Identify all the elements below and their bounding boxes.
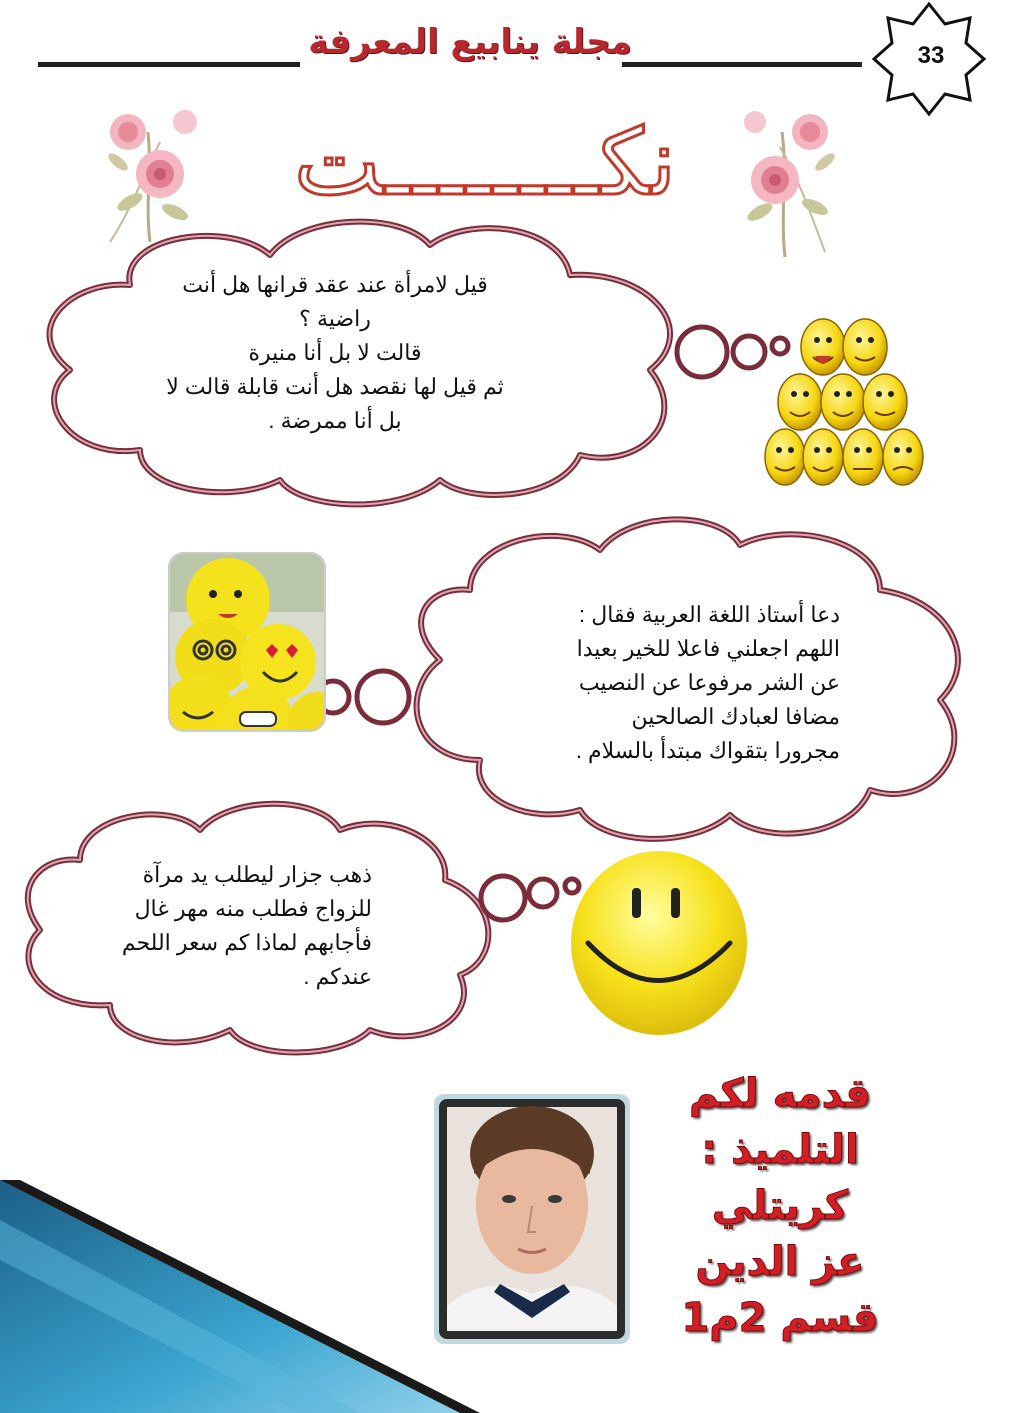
credit-text: قدمه لكم التلميذ : كريتلي عز الدين قسم 2م1 <box>681 1071 879 1341</box>
smiley-icon <box>765 312 925 497</box>
page-number: 33 <box>917 42 945 69</box>
smiley-icon <box>568 848 750 1038</box>
corner-decoration <box>0 1180 500 1413</box>
joke-2-text: دعا أستاذ اللغة العربية فقال : اللهم اجعلني فاعلا للخير بعيدا عن الشر مرفوعا عن النصيب مضافا لعبادك الصالحين مجرورا بتقواك مبتدأ بالسلام . <box>575 602 840 763</box>
joke-1-text: قيل لامرأة عند عقد قرانها هل أنت راضية ؟ قالت لا بل أنا منيرة ثم قيل لها نقصد هل أنت قابلة قالت لا بل أنا ممرضة . <box>166 272 504 433</box>
smiley-photo <box>168 552 326 732</box>
joke-3-text: ذهب جزار ليطلب يد مرآة للزواج فطلب منه مهر غال فأجابهم لماذا كم سعر اللحم عندكم . <box>121 862 372 989</box>
section-title: نكــــــــت <box>293 109 677 216</box>
magazine-title: مجلة ينابيع المعرفة <box>308 22 632 62</box>
